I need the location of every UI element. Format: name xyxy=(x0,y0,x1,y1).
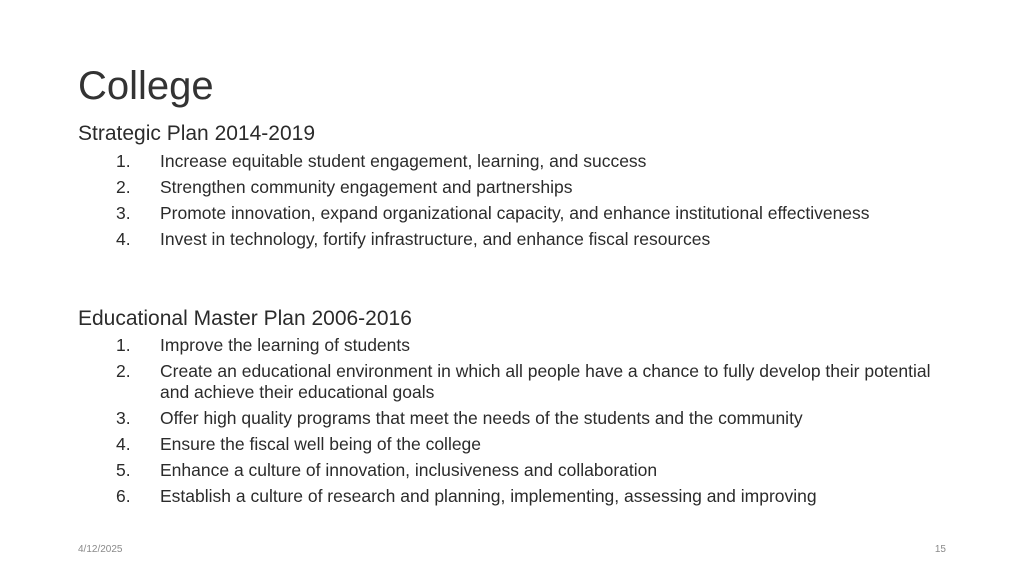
list-item-number: 6. xyxy=(116,486,131,506)
strategic-plan-list xyxy=(78,151,958,250)
list-item xyxy=(78,203,958,224)
list-item xyxy=(78,335,958,356)
list-item-number: 4. xyxy=(116,434,131,454)
list-item-number: 3. xyxy=(116,408,131,428)
list-item-number: 2. xyxy=(116,361,131,381)
strategic-plan-section xyxy=(78,121,958,255)
slide-number: 15 xyxy=(934,544,946,555)
master-plan-section xyxy=(78,306,958,512)
strategic-plan-heading: Strategic Plan 2014-2019 xyxy=(78,122,315,145)
list-item-text: Enhance a culture of innovation, inclusiveness and collaboration xyxy=(160,460,658,480)
master-plan-heading: Educational Master Plan 2006-2016 xyxy=(78,307,412,330)
list-item-text: Improve the learning of students xyxy=(160,335,411,355)
list-item-number: 5. xyxy=(116,460,131,480)
slide-title: College xyxy=(78,64,214,108)
list-item-text: Promote innovation, expand organizational capacity, and enhance institutional effectiveness xyxy=(160,203,870,223)
list-item xyxy=(78,434,958,455)
list-item-text: Offer high quality programs that meet the needs of the students and the community xyxy=(160,408,803,428)
list-item-text: Strengthen community engagement and partnerships xyxy=(160,177,573,197)
list-item-number: 1. xyxy=(116,335,131,355)
list-item xyxy=(78,177,958,198)
list-item-text: Invest in technology, fortify infrastructure, and enhance fiscal resources xyxy=(160,229,711,249)
list-item xyxy=(78,408,958,429)
footer-date: 4/12/2025 xyxy=(78,544,123,555)
list-item xyxy=(78,460,958,481)
list-item-number: 1. xyxy=(116,151,131,171)
list-item xyxy=(78,151,958,172)
list-item-number: 2. xyxy=(116,177,131,197)
master-plan-list xyxy=(78,335,958,507)
list-item xyxy=(78,361,958,403)
list-item-text: Establish a culture of research and planning, implementing, assessing and improving xyxy=(160,486,817,506)
list-item-number: 4. xyxy=(116,229,131,249)
list-item xyxy=(78,486,958,507)
list-item-text: Create an educational environment in which all people have a chance to fully develop their potential and achieve their educational goals xyxy=(160,361,931,402)
list-item-number: 3. xyxy=(116,203,131,223)
list-item-text: Increase equitable student engagement, learning, and success xyxy=(160,151,647,171)
list-item-text: Ensure the fiscal well being of the college xyxy=(160,434,482,454)
list-item xyxy=(78,229,958,250)
